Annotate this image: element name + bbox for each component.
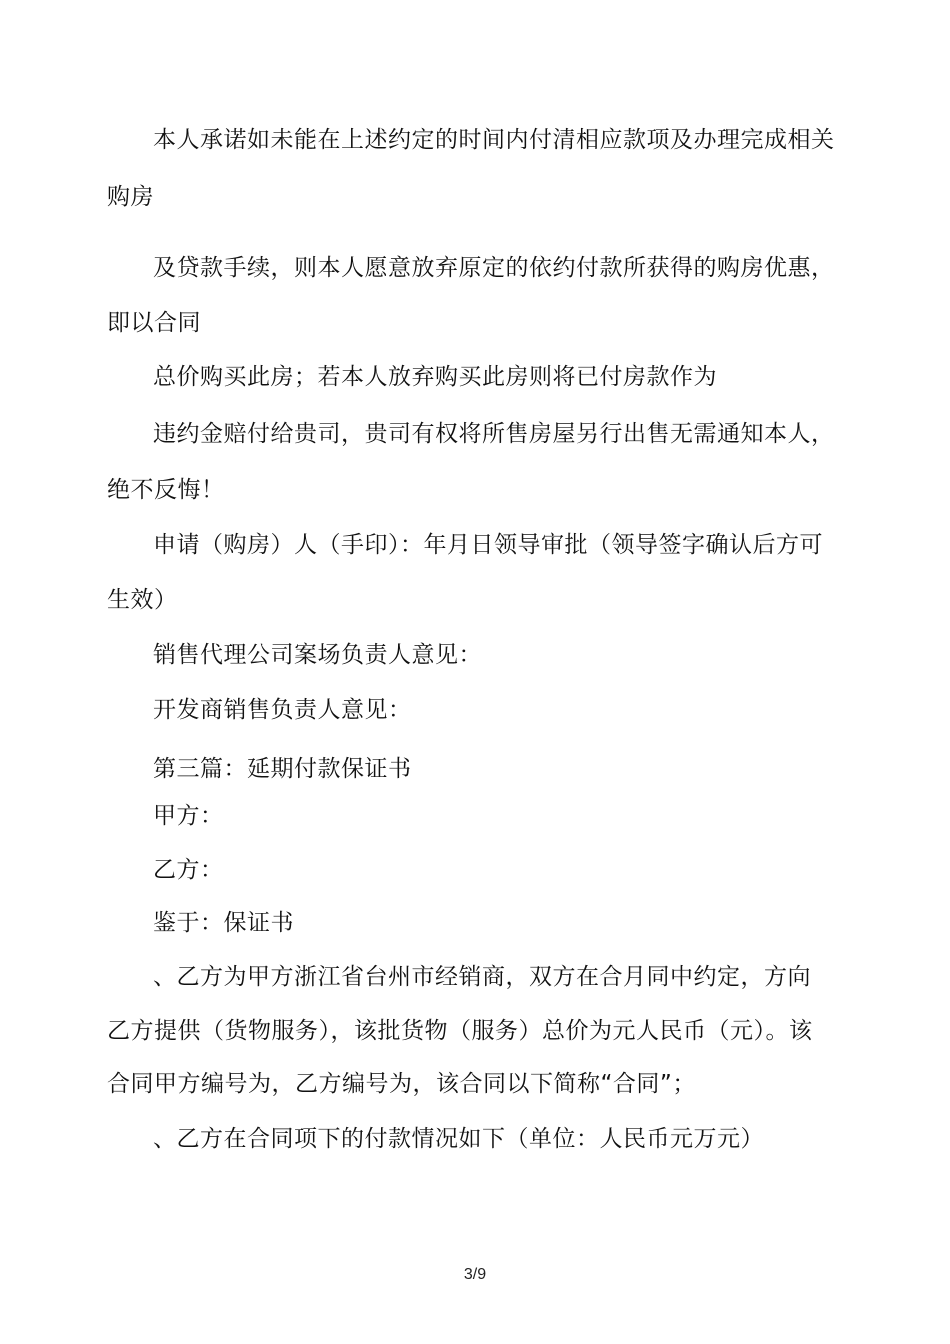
page-number: 3/9 [463, 1266, 487, 1283]
paragraph-line: 乙方提供（货物服务），该批货物（服务）总价为元人民币（元）。该 [107, 1018, 813, 1044]
paragraph-line: 合同甲方编号为，乙方编号为，该合同以下简称“合同”； [107, 1071, 696, 1097]
paragraph-line: 购房 [107, 184, 154, 210]
paragraph-line: 销售代理公司案场负责人意见： [153, 642, 482, 668]
paragraph-line: 即以合同 [107, 310, 201, 336]
paragraph-line: 本人承诺如未能在上述约定的时间内付清相应款项及办理完成相关 [153, 127, 835, 153]
paragraph-line: 违约金赔付给贵司，贵司有权将所售房屋另行出售无需通知本人， [153, 421, 835, 447]
paragraph-line: 开发商销售负责人意见： [153, 697, 412, 723]
paragraph-line: 申请（购房）人（手印）：年月日领导审批（领导签字确认后方可 [153, 532, 823, 558]
party-a-label: 甲方： [153, 803, 224, 829]
paragraph-line: 及贷款手续，则本人愿意放弃原定的依约付款所获得的购房优惠， [153, 255, 835, 281]
paragraph-line: 、乙方为甲方浙江省台州市经销商，双方在合月同中约定，方向 [153, 964, 811, 990]
paragraph-line: 总价购买此房；若本人放弃购买此房则将已付房款作为 [153, 364, 717, 390]
party-b-label: 乙方： [153, 857, 224, 883]
section-heading: 第三篇：延期付款保证书 [153, 756, 412, 782]
paragraph-line: 、乙方在合同项下的付款情况如下（单位：人民币元万元） [153, 1126, 764, 1152]
paragraph-line: 生效） [107, 587, 178, 613]
paragraph-line: 鉴于：保证书 [153, 910, 294, 936]
paragraph-line: 绝不反悔！ [107, 477, 225, 503]
